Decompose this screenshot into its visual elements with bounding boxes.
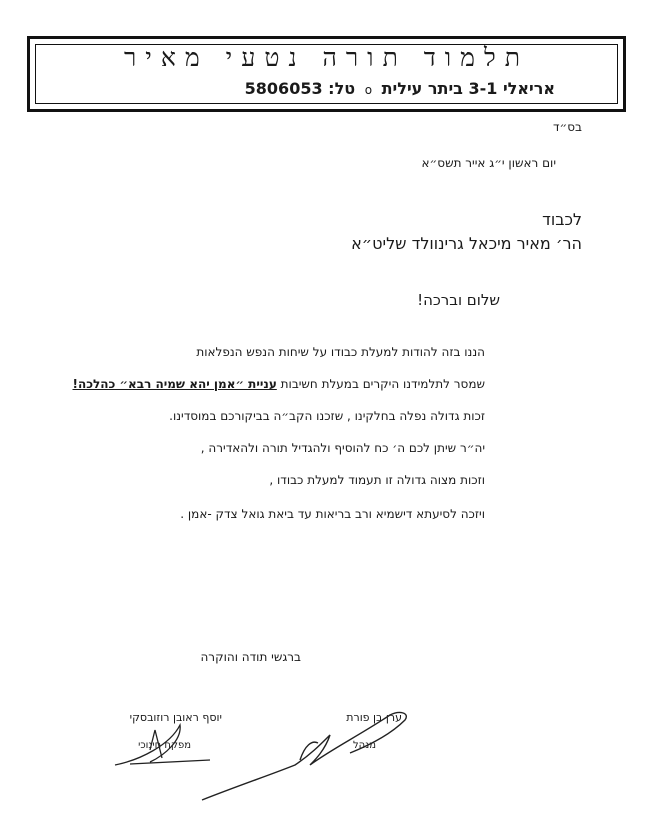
recipient-name: הר׳ מאיר מיכאל גרינוולד שליט״א xyxy=(351,234,582,253)
body-line-6: ויזכה לסיעתא דישמיא ורב בריאות עד ביאת גואל צדק -אמן . xyxy=(180,507,485,521)
signatory-2-role: מנהל xyxy=(352,740,376,751)
phone-label: טל: xyxy=(328,79,356,98)
signature-2-scribble xyxy=(200,705,420,805)
org-address-line xyxy=(245,79,555,98)
closing-line: ברגשי תודה והוקרה xyxy=(200,650,301,664)
signatory-1-role: מפקח חינוכי xyxy=(138,740,191,751)
letter-date: יום ראשון י״ג אייר תשס״א xyxy=(421,156,556,170)
signatory-2-name: ערן בן פורת xyxy=(346,711,402,724)
body-line-4: יה״ר שיתן לכם ה׳ כח להוסיף ולהגדיל תורה ולהאדירה , xyxy=(200,441,485,455)
body-line-1: הננו בזה להודות למעלת כבודו על שיחות הנפש הנפלאות xyxy=(196,345,485,359)
org-name: תלמוד תורה נטעי מאיר xyxy=(124,43,529,72)
greeting: שלום וברכה! xyxy=(417,291,500,309)
letterhead-box xyxy=(27,36,626,112)
signatory-1-name: יוסף ראובן רוזובסקי xyxy=(129,711,222,724)
address-separator: o xyxy=(364,83,373,97)
body-line-2 xyxy=(73,377,486,391)
body-line-5: וזכות מצוה גדולה זו תעמוד למעלת כבודו , xyxy=(269,473,485,487)
org-address: אריאלי 3-1 ביתר עילית xyxy=(381,79,555,98)
bsd-mark: בס״ד xyxy=(552,120,582,134)
recipient-label: לכבוד xyxy=(542,210,582,229)
phone-number: 5806053 xyxy=(244,79,323,98)
body-line-3: זכות גדולה נפלה בחלקינו , שזכנו הקב״ה בביקורכם במוסדינו. xyxy=(169,409,485,423)
body-line-2-highlight: עניית ״אמן יהא שמיה רבא״ כהלכה! xyxy=(72,377,277,391)
body-line-2-prefix: שמסר לתלמידנו היקרים במעלת חשיבות xyxy=(280,377,485,391)
